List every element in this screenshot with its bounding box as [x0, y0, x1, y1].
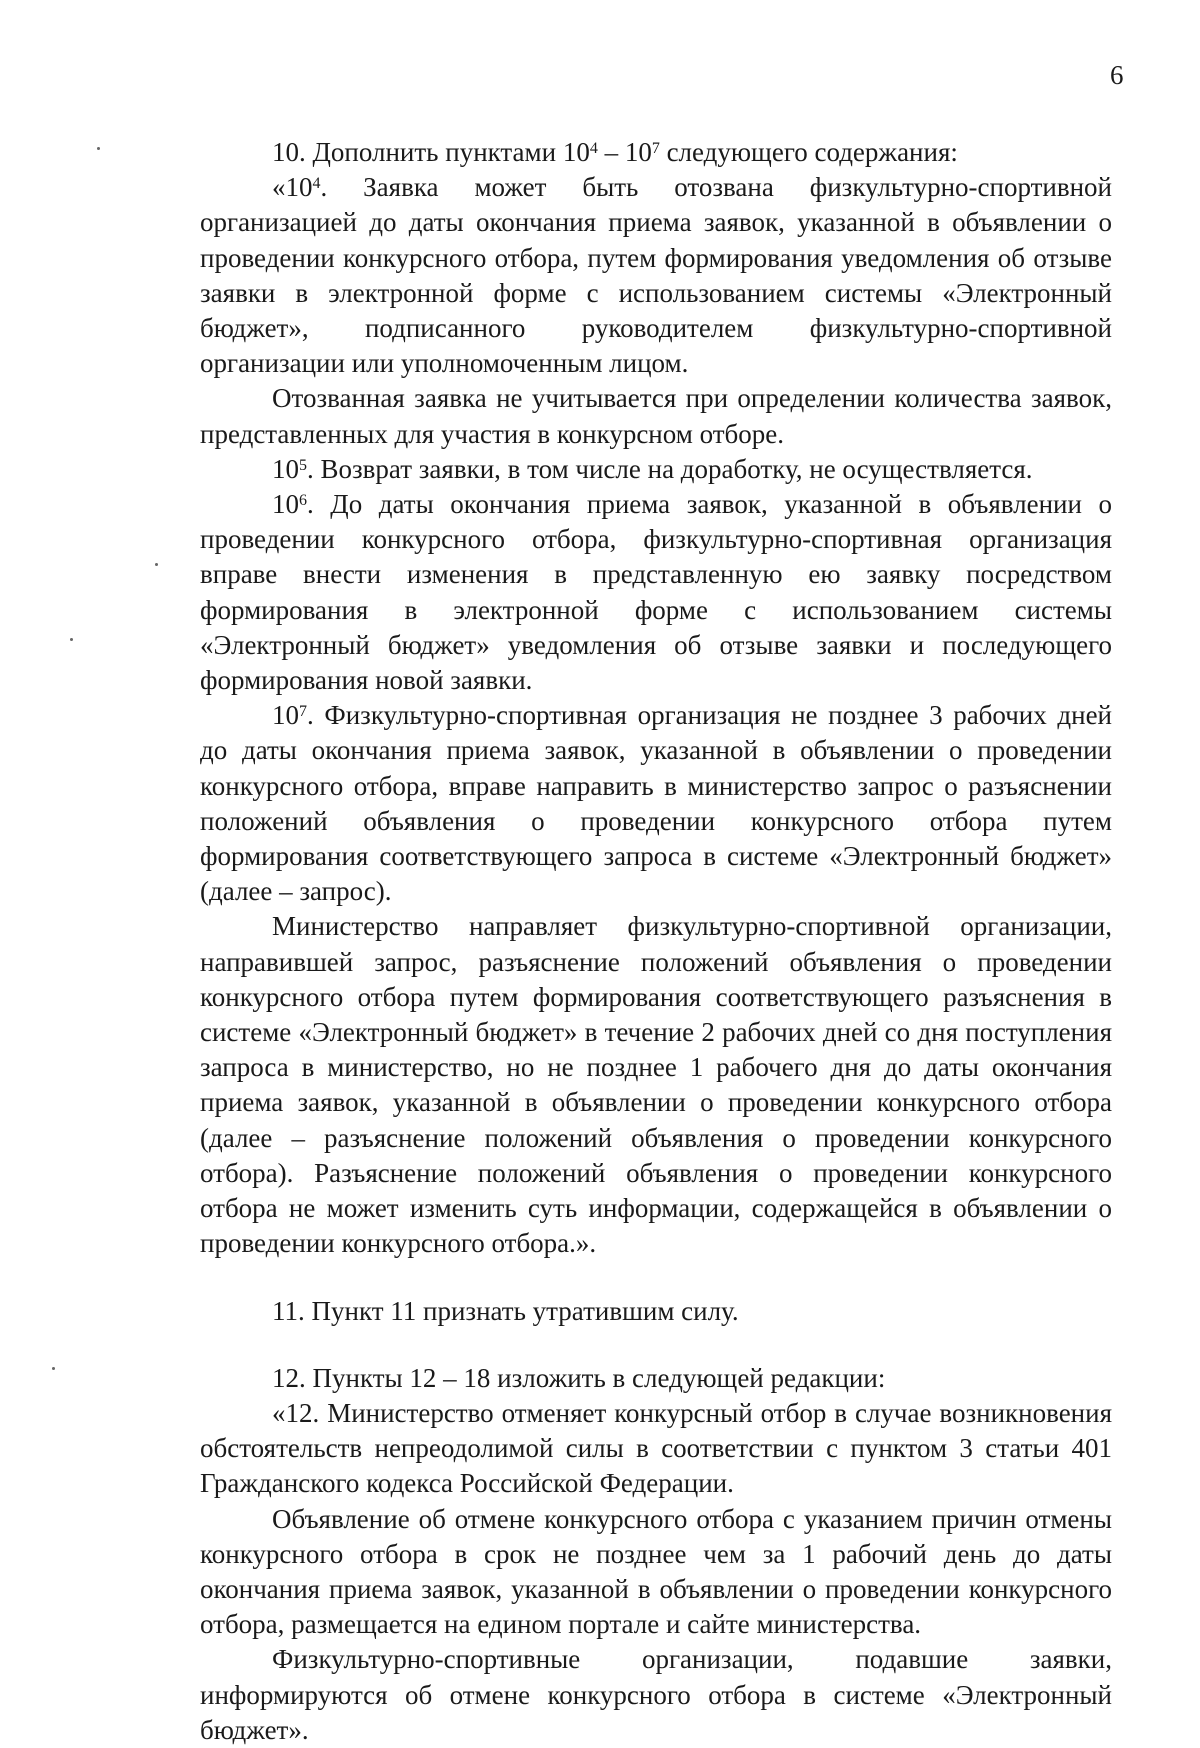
document-body — [200, 135, 1112, 1748]
paragraph-p104b: Отозванная заявка не учитывается при определении количества заявок, представленных для участия в конкурсном отборе. — [200, 383, 1112, 449]
superscript: 4 — [312, 175, 321, 193]
paragraph-p105: $10^5$. Возврат заявки, в том числе на доработку, не осуществляется. — [272, 453, 1033, 484]
paragraph-p12a: «12. Министерство отменяет конкурсный отбор в случае возникновения обстоятельств непреодолимой силы в соответствии с пунктом 3 статьи 401 Гражданского кодекса Российской Федерации. — [200, 1397, 1112, 1499]
superscript: 6 — [299, 492, 307, 510]
paragraph-p12c: Физкультурно-спортивные организации, подавшие заявки, информируются об отмене конкурсного отбора в системе «Электронный бюджет». — [200, 1644, 1112, 1745]
superscript: 7 — [299, 703, 307, 721]
paragraph-p106: $10^6$. До даты окончания приема заявок, указанной в объявлении о проведении конкурсного отбора, физкультурно-спортивная организация вправе внести изменения в представленную ею заявку посредством формирования в электронной форме с использованием системы «Электронный бюджет» уведомления об отзыве заявки и последующего формирования новой заявки. — [200, 489, 1112, 696]
scan-speck — [97, 147, 100, 150]
scan-speck — [70, 638, 73, 641]
scan-speck — [52, 1367, 55, 1370]
paragraph-p107b: Министерство направляет физкультурно-спортивной организации, направившей запрос, разъяснение положений объявления о проведении конкурсного отбора путем формирования соответствующего разъяснения в системе «Электронный бюджет» в течение 2 рабочих дней со дня поступления запроса в министерство, но не позднее 1 рабочего дня до даты окончания приема заявок, указанной в объявлении о проведении конкурсного отбора (далее – разъяснение положений объявления о проведении конкурсного отбора). Разъяснение положений объявления о проведении конкурсного отбора не может изменить суть информации, содержащейся в объявлении о проведении конкурсного отбора.». — [200, 911, 1112, 1259]
superscript: 7 — [651, 140, 660, 157]
paragraph-p11: 11. Пункт 11 признать утратившим силу. — [272, 1295, 739, 1326]
paragraph-p12: 12. Пункты 12 – 18 изложить в следующей редакции: — [272, 1362, 886, 1393]
scan-speck — [155, 563, 158, 566]
paragraph-p107: $10^7$. Физкультурно-спортивная организация не позднее 3 рабочих дней до даты окончания приема заявок, указанной в объявлении о проведении конкурсного отбора, вправе направить в министерство запрос о разъяснении положений объявления о проведении конкурсного отбора путем формирования соответствующего запроса в системе «Электронный бюджет» (далее – запрос). — [200, 700, 1112, 907]
paragraph-p10: 10. Дополнить пунктами $10^4 - 10^7$ следующего содержания: — [272, 137, 958, 167]
page-number: 6 — [1110, 60, 1124, 90]
paragraph-p104: «$10^4$. Заявка может быть отозвана физкультурно-спортивной организацией до даты окончания приема заявок, указанной в объявлении о проведении конкурсного отбора, путем формирования уведомления об отзыве заявки в электронной форме с использованием системы «Электронный бюджет», подписанного руководителем физкультурно-спортивной организации или уполномоченным лицом. — [200, 172, 1112, 379]
superscript: 4 — [589, 140, 598, 157]
paragraph-p12b: Объявление об отмене конкурсного отбора с указанием причин отмены конкурсного отбора в срок не позднее чем за 1 рабочий день до даты окончания приема заявок, указанной в объявлении о проведении конкурсного отбора, размещается на едином портале и сайте министерства. — [200, 1503, 1112, 1640]
superscript: 5 — [299, 456, 307, 474]
